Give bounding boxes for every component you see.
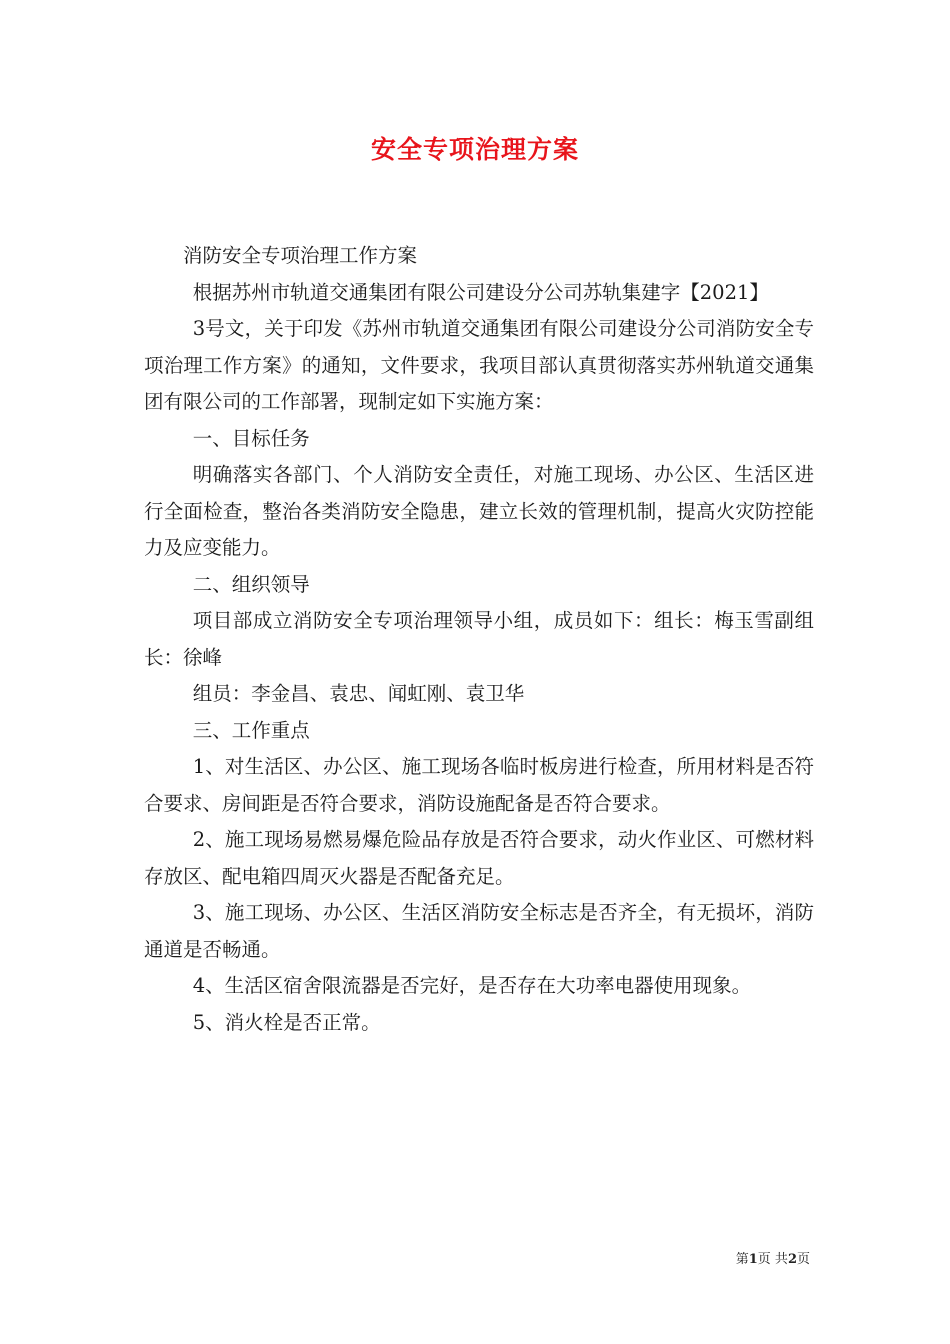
paragraph: 根据苏州市轨道交通集团有限公司建设分公司苏轨集建字【2021】 [192, 280, 769, 304]
footer-page-number: 1 [748, 1252, 758, 1267]
footer-total-pages: 2 [787, 1252, 797, 1267]
paragraph: 组员：李金昌、袁忠、闻虹刚、袁卫华 [192, 682, 525, 705]
paragraph: 一、目标任务 [192, 426, 310, 450]
paragraph: 1、对生活区、办公区、施工现场各临时板房进行检查，所用材料是否符合要求、房间距是否符合要求，消防设施配备是否符合要求。 [144, 755, 814, 815]
footer-middle: 页 共 [757, 1252, 788, 1267]
page-title: 安全专项治理方案 [370, 135, 579, 164]
paragraph: 5、消火栓是否正常。 [192, 1010, 381, 1034]
page-footer [690, 1248, 810, 1267]
footer-suffix: 页 [796, 1252, 810, 1267]
paragraph: 3号文，关于印发《苏州市轨道交通集团有限公司建设分公司消防安全专项治理工作方案》的通知，文件要求，我项目部认真贯彻落实苏州轨道交通集团有限公司的工作部署，现制定如下实施方案： [144, 317, 814, 413]
paragraph: 三、工作重点 [192, 718, 310, 742]
paragraph: 明确落实各部门、个人消防安全责任，对施工现场、办公区、生活区进行全面检查，整治各类消防安全隐患，建立长效的管理机制，提高火灾防控能力及应变能力。 [144, 463, 814, 559]
paragraph: 项目部成立消防安全专项治理领导小组，成员如下：组长：梅玉雪副组长：徐峰 [144, 609, 814, 669]
paragraph: 2、施工现场易燃易爆危险品存放是否符合要求，动火作业区、可燃材料存放区、配电箱四周灭火器是否配备充足。 [144, 828, 814, 888]
footer-prefix: 第 [735, 1252, 749, 1267]
paragraph: 3、施工现场、办公区、生活区消防安全标志是否齐全，有无损坏，消防通道是否畅通。 [144, 901, 814, 961]
document-body [144, 238, 814, 1041]
paragraph: 二、组织领导 [192, 572, 310, 596]
paragraph: 4、生活区宿舍限流器是否完好，是否存在大功率电器使用现象。 [192, 974, 752, 997]
paragraph: 消防安全专项治理工作方案 [183, 244, 418, 267]
